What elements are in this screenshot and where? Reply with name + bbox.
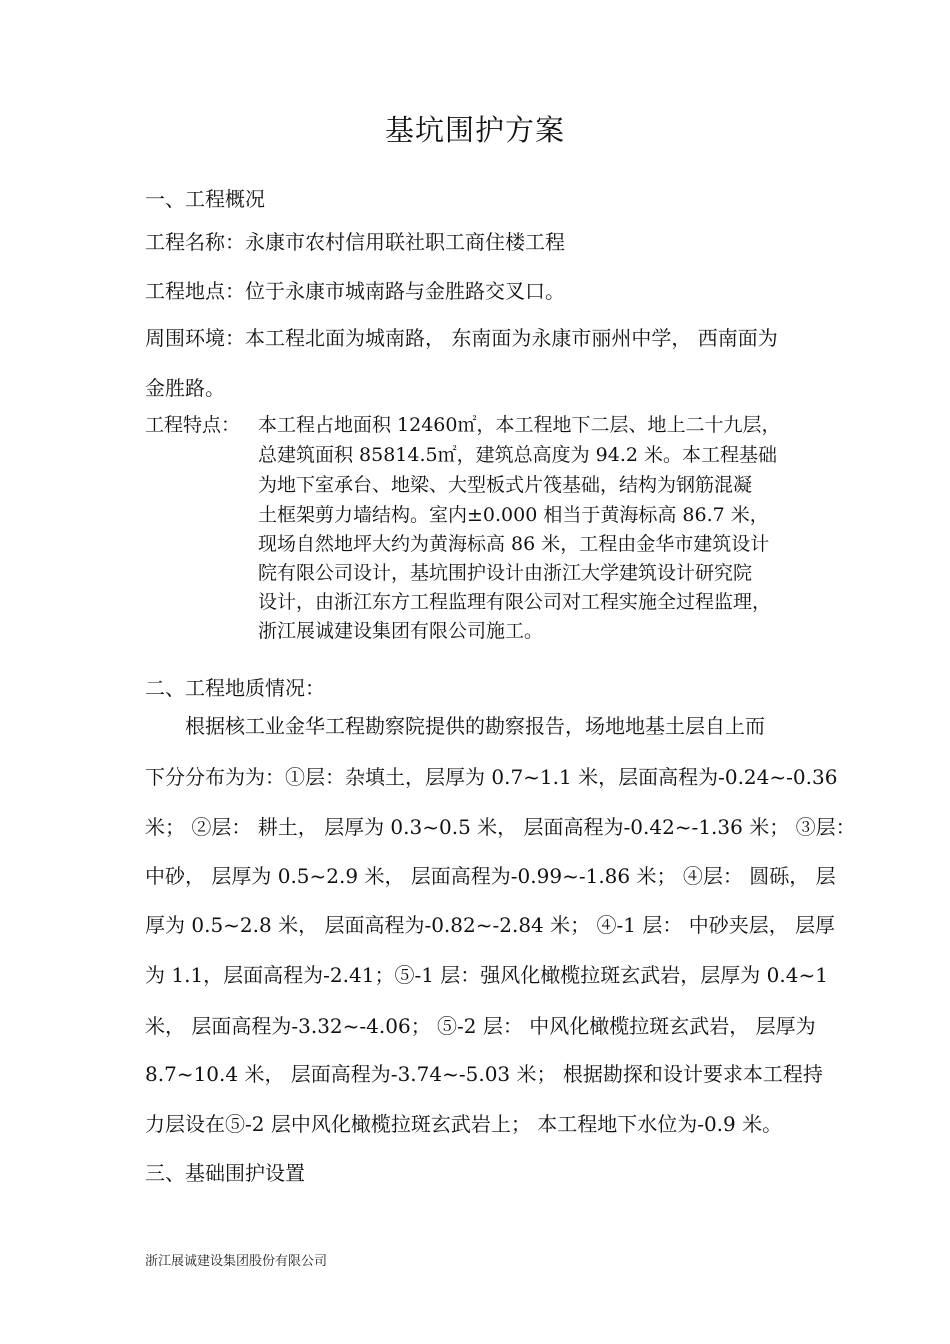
section-heading-enclosure: 三、基础围护设置	[145, 1161, 305, 1185]
document-title: 基坑围护方案	[384, 113, 565, 147]
features-line: 院有限公司设计，基坑围护设计由浙江大学建筑设计研究院	[258, 562, 753, 584]
section-heading-overview: 一、工程概况	[145, 187, 265, 211]
geology-line: 厚为 0.5~2.8 米， 层面高程为-0.82~-2.84 米； ④-1 层： 中砂夹层， 层厚	[145, 913, 836, 937]
features-line: 本工程占地面积 12460㎡，本工程地下二层、地上二十九层，	[258, 414, 781, 436]
project-name: 工程名称：永康市农村信用联社职工商住楼工程	[145, 230, 565, 254]
project-location: 工程地点：位于永康市城南路与金胜路交叉口。	[145, 279, 565, 303]
features-line: 设计，由浙江东方工程监理有限公司对工程实施全过程监理，	[258, 591, 772, 613]
geology-line: 下分分布为为：①层：杂填土，层厚为 0.7~1.1 米，层面高程为-0.24~-0.36	[145, 765, 838, 789]
features-line: 为地下室承台、地梁、大型板式片筏基础，结构为钢筋混凝	[258, 474, 753, 496]
features-line: 总建筑面积 85814.5㎡，建筑总高度为 94.2 米。本工程基础	[258, 444, 777, 466]
geology-line: 8.7~10.4 米， 层面高程为-3.74~-5.03 米； 根据勘探和设计要求本工程持	[145, 1062, 823, 1086]
geology-line: 米； ②层： 耕土， 层厚为 0.3~0.5 米， 层面高程为-0.42~-1.36 米； ③层：	[145, 815, 856, 839]
geology-line: 为 1.1，层面高程为-2.41；⑤-1 层：强风化橄榄拉斑玄武岩，层厚为 0.4~1	[145, 963, 828, 987]
geology-line: 根据核工业金华工程勘察院提供的勘察报告，场地地基土层自上而	[145, 714, 765, 738]
section-heading-geology: 二、工程地质情况：	[145, 676, 325, 700]
features-line: 土框架剪力墙结构。室内±0.000 相当于黄海标高 86.7 米，	[258, 504, 769, 526]
surroundings-line-2: 金胜路。	[145, 376, 225, 400]
features-line: 现场自然地坪大约为黄海标高 86 米，工程由金华市建筑设计	[258, 533, 770, 555]
geology-line: 中砂， 层厚为 0.5~2.9 米， 层面高程为-0.99~-1.86 米； ④层： 圆砾， 层	[145, 864, 836, 888]
features-label: 工程特点：	[145, 414, 241, 436]
page-footer: 浙江展诚建设集团股份有限公司	[145, 1254, 328, 1269]
features-line: 浙江展诚建设集团有限公司施工。	[258, 620, 544, 642]
geology-line: 力层设在⑤-2 层中风化橄榄拉斑玄武岩上； 本工程地下水位为-0.9 米。	[145, 1112, 783, 1136]
geology-line: 米， 层面高程为-3.32~-4.06； ⑤-2 层： 中风化橄榄拉斑玄武岩， 层厚为	[145, 1014, 816, 1038]
surroundings-line-1: 周围环境：本工程北面为城南路， 东南面为永康市丽州中学， 西南面为	[145, 326, 778, 350]
